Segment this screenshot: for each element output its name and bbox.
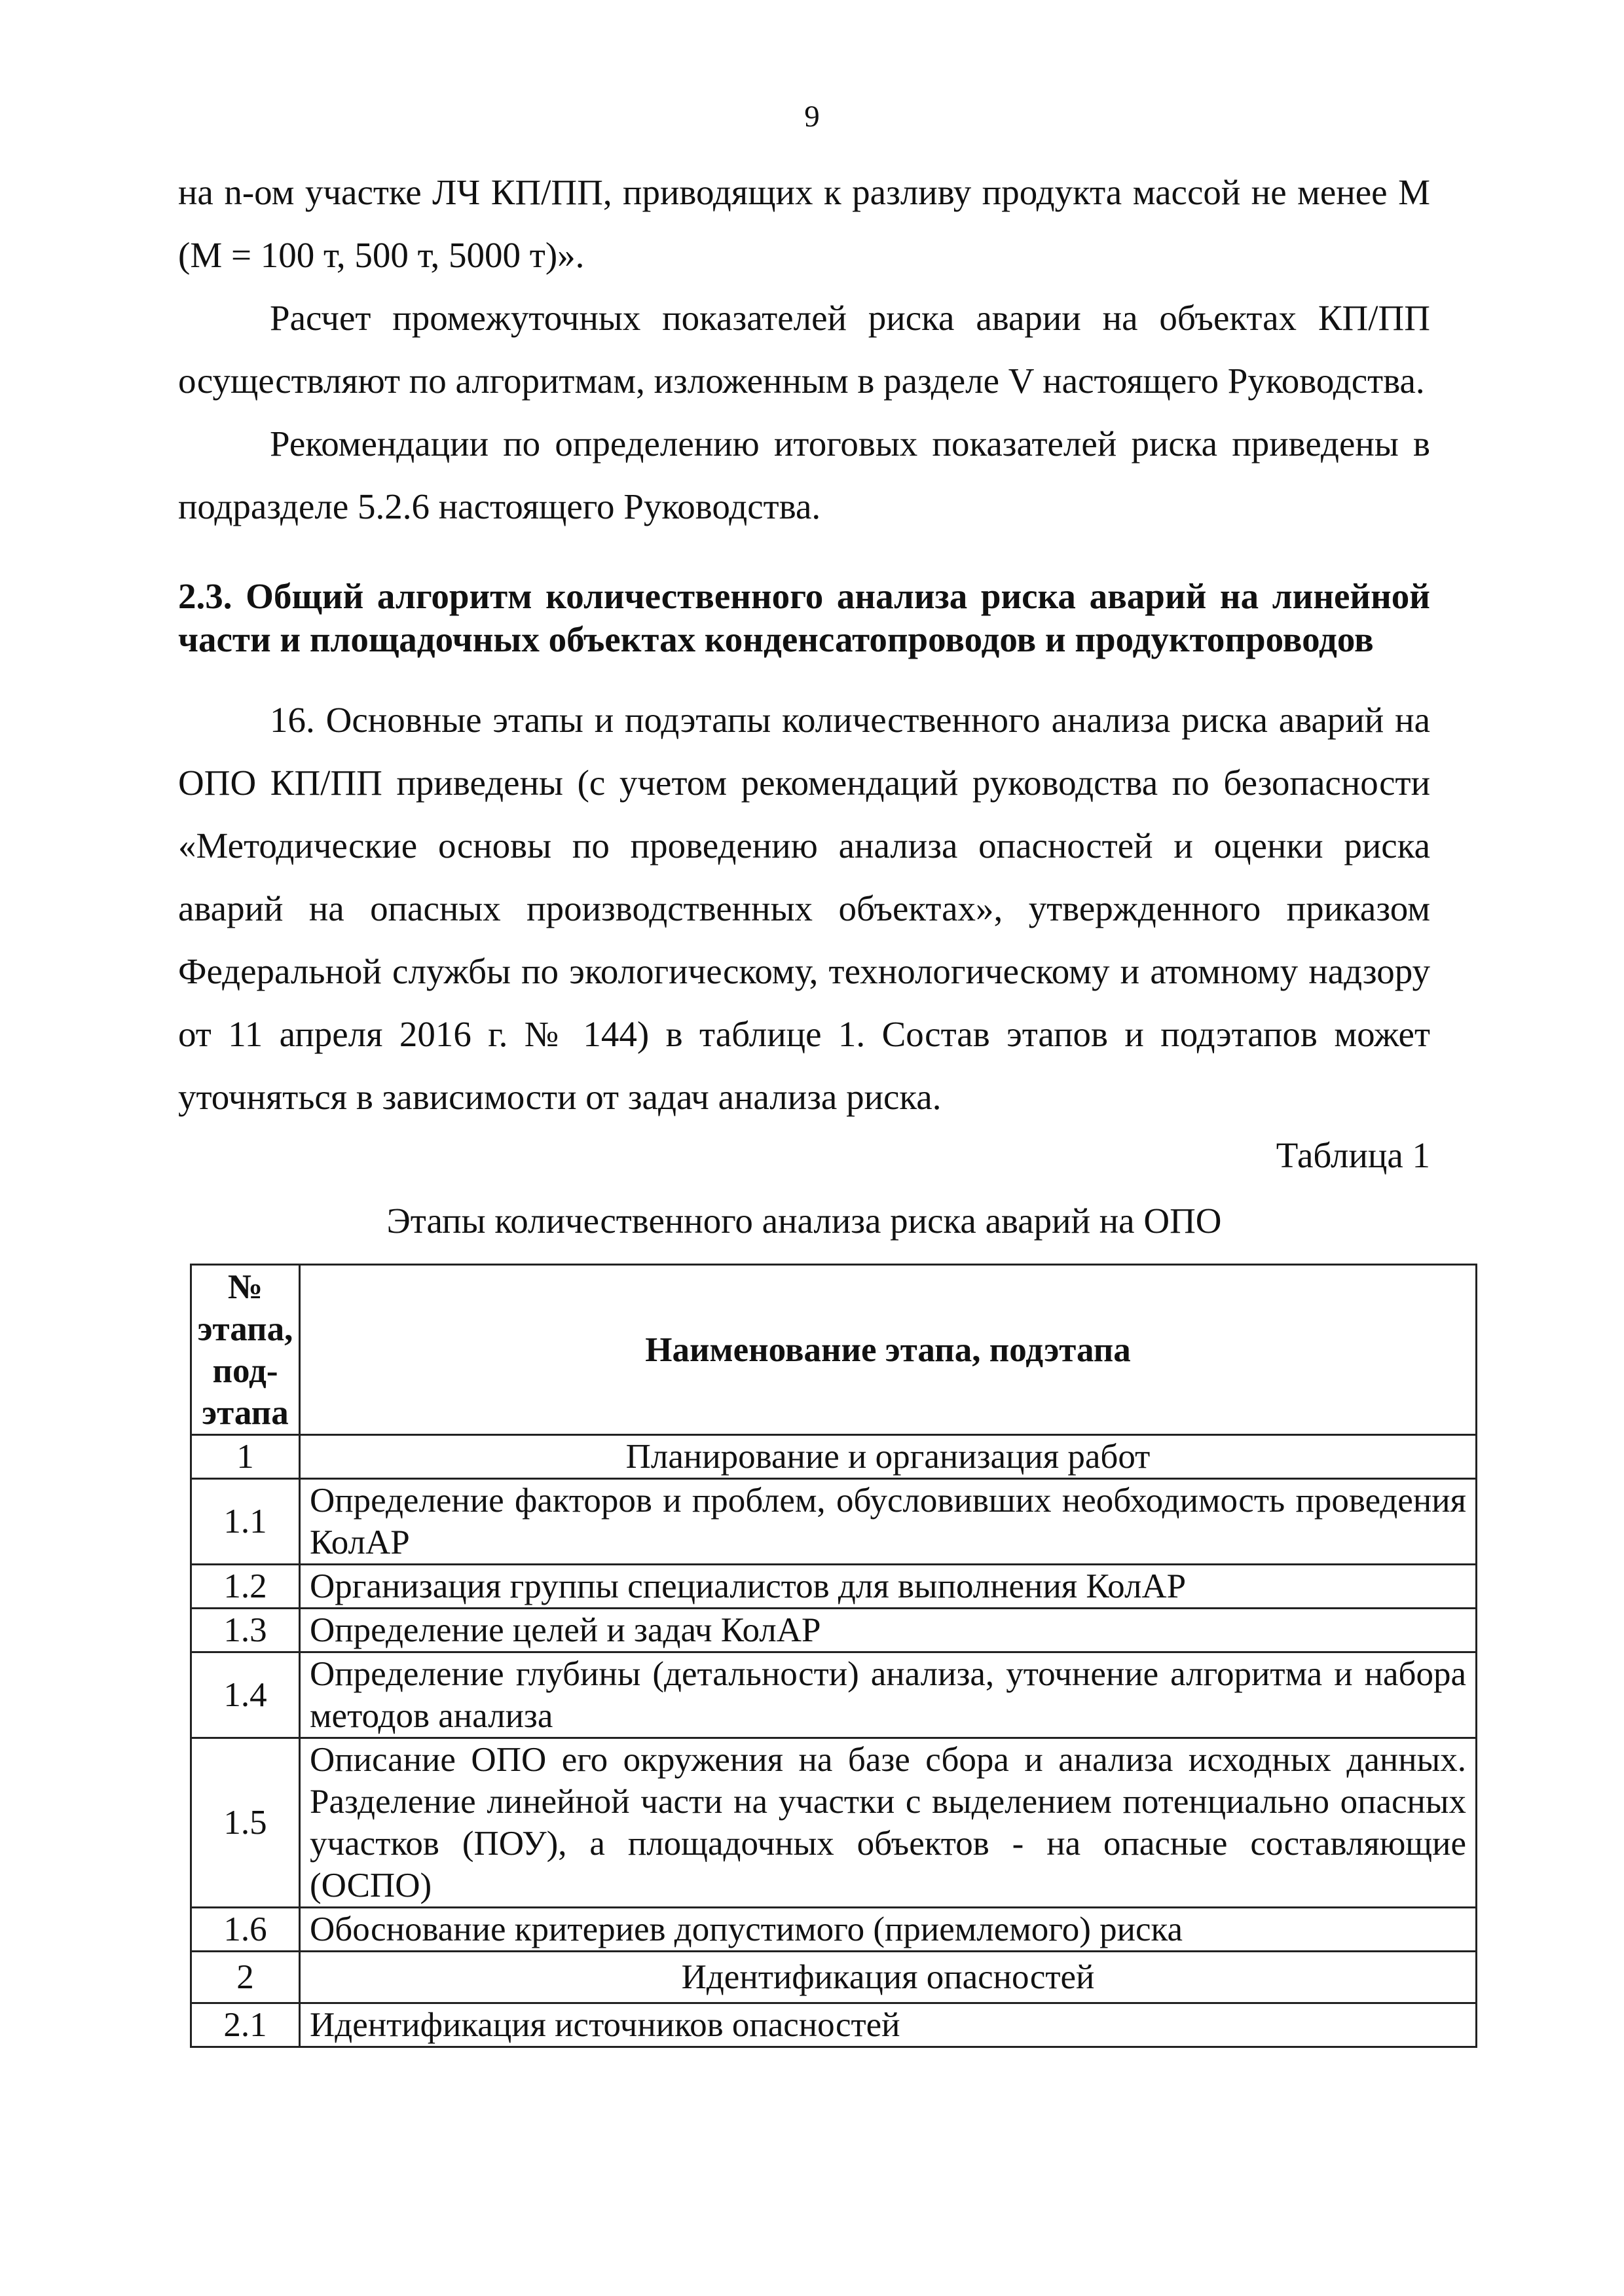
page-number: 9 xyxy=(804,100,820,134)
table-label: Таблица 1 xyxy=(1276,1135,1430,1175)
stage-name: Обоснование критериев допустимого (приемлемого) риска xyxy=(300,1908,1477,1952)
paragraph-text: на n-ом участке ЛЧ КП/ПП, приводящих к разливу продукта массой не менее M (M = 100 т, 500 т, 5000 т)». xyxy=(178,172,1430,275)
stage-number: 1.1 xyxy=(191,1479,300,1565)
table-row xyxy=(191,1652,1477,1738)
table-row xyxy=(191,2003,1477,2047)
stage-name: Определение глубины (детальности) анализа, уточнение алгоритма и набора методов анализа xyxy=(300,1652,1477,1738)
stage-number: 2.1 xyxy=(191,2003,300,2047)
header-stage-name: Наименование этапа, подэтапа xyxy=(300,1265,1477,1435)
section-heading: 2.3. Общий алгоритм количественного анализа риска аварий на линейной части и площадочных объектах конденсатопроводов и продуктопроводов xyxy=(178,576,1430,659)
stage-name: Организация группы специалистов для выполнения КолАР xyxy=(300,1565,1477,1609)
paragraph-text: Расчет промежуточных показателей риска аварии на объектах КП/ПП осуществляют по алгоритмам, изложенным в разделе V настоящего Руководства. xyxy=(178,298,1430,401)
paragraph-calculation xyxy=(178,287,1430,412)
stage-number: 1.6 xyxy=(191,1908,300,1952)
table-row xyxy=(191,1435,1477,1479)
paragraph-text: 16. Основные этапы и подэтапы количественного анализа риска аварий на ОПО КП/ПП приведены (с учетом рекомендаций руководства по безопасности «Методические основы по проведению анализа опасностей и оценки риска аварий на опасных производственных объектах», утвержденного приказом Федеральной службы по экологическому, технологическому и атомному надзору от 11 апреля 2016 г. № 144) в таблице 1. Состав этапов и подэтапов может уточняться в зависимости от задач анализа риска. xyxy=(178,700,1430,1117)
stage-number: 1 xyxy=(191,1435,300,1479)
stage-number: 1.5 xyxy=(191,1738,300,1908)
table-row xyxy=(191,1565,1477,1609)
table-row xyxy=(191,1609,1477,1652)
stage-number: 1.2 xyxy=(191,1565,300,1609)
stages-table xyxy=(190,1264,1477,2048)
stage-name: Идентификация опасностей xyxy=(300,1952,1477,2003)
header-stage-number: № этапа, под-этапа xyxy=(191,1265,300,1435)
paragraph-text: Рекомендации по определению итоговых показателей риска приведены в подразделе 5.2.6 настоящего Руководства. xyxy=(178,424,1430,526)
table-row xyxy=(191,1908,1477,1952)
stage-name: Определение факторов и проблем, обусловивших необходимость проведения КолАР xyxy=(300,1479,1477,1565)
paragraph-continuation xyxy=(178,161,1430,287)
table-title: Этапы количественного анализа риска аварий на ОПО xyxy=(386,1201,1222,1241)
stage-name: Идентификация источников опасностей xyxy=(300,2003,1477,2047)
table-row xyxy=(191,1952,1477,2003)
table-row xyxy=(191,1738,1477,1908)
stage-name: Описание ОПО его окружения на базе сбора и анализа исходных данных. Разделение линейной части на участки с выделением потенциально опасных участков (ПОУ), а площадочных объектов - на опасные составляющие (ОСПО) xyxy=(300,1738,1477,1908)
table-header-row xyxy=(191,1265,1477,1435)
paragraph-stages xyxy=(178,689,1430,1129)
table-row xyxy=(191,1479,1477,1565)
stage-number: 2 xyxy=(191,1952,300,2003)
stage-name: Планирование и организация работ xyxy=(300,1435,1477,1479)
stage-name: Определение целей и задач КолАР xyxy=(300,1609,1477,1652)
stage-number: 1.3 xyxy=(191,1609,300,1652)
paragraph-recommendations xyxy=(178,412,1430,538)
stage-number: 1.4 xyxy=(191,1652,300,1738)
